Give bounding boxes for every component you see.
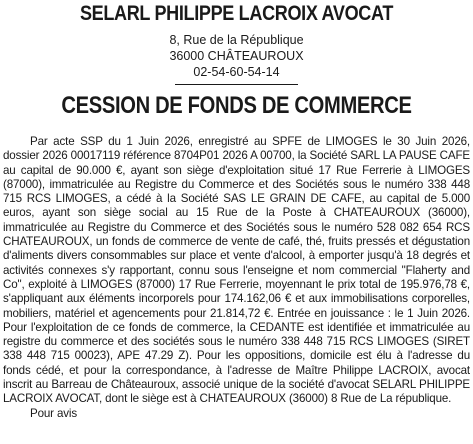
notice-body	[3, 135, 470, 421]
notice-paragraph: Par acte SSP du 1 Juin 2026, enregistré au SPFE de LIMOGES le 30 Juin 2026, dossier 2026 00017119 référence 8704P01 2026 A 00700, la Société SARL LA PAUSE CAFE au capital de 90.000 €, ayant son siège d'exploitation situé 17 Rue Ferrerie à LIMOGES (87000), immatriculée au Registre du Commerce et des Sociétés sous le numéro 338 448 715 RCS LIMOGES, a cédé à la Société SAS LE GRAIN DE CAFE, au capital de 5.000 euros, ayant son siège social au 15 Rue de la Poste à CHATEAUROUX (36000), immatriculée au Registre du Commerce et des Sociétés sous le numéro 528 082 654 RCS CHATEAUROUX, un fonds de commerce de vente de café, thé, fruits pressés et dégustation d'aliments divers consommables sur place et vente d'alcool, à emporter jusqu'à 18 degrés et activités connexes s'y rapportant, connu sous l'enseigne et nom commercial "Flaherty and Co", exploité à LIMOGES (87000) 17 Rue Ferrerie, moyennant le prix total de 195.976,78 €, s'appliquant aux éléments incorporels pour 174.162,06 € et aux immobilisations corporelles, mobiliers, matériel et agencements pour 21.814,72 €. Entrée en jouissance : le 1 Juin 2026. Pour l'exploitation de ce fonds de commerce, la CEDANTE est identifiée et immatriculée au registre du commerce et des sociétés sous le numéro 338 448 715 RCS LIMOGES (SIRET 338 448 715 00023), APE 47.29 Z). Pour les oppositions, domicile est élu à l'adresse du fonds cédé, et pour la correspondance, à l'adresse de Maître Philippe LACROIX, avocat inscrit au Barreau de Châteauroux, associé unique de la société d'avocat SELARL PHILIPPE LACROIX AVOCAT, dont le siège est à CHATEAUROUX (36000) 8 Rue de La république.	[3, 135, 470, 406]
firm-address	[0, 32, 473, 80]
header-divider	[175, 84, 298, 85]
notice-closing: Pour avis	[30, 406, 77, 420]
notice-title: CESSION DE FONDS DE COMMERCE	[61, 92, 412, 119]
phone-number: 02-54-60-54-14	[193, 65, 280, 79]
address-city: 36000 CHÂTEAUROUX	[169, 49, 304, 63]
firm-name: SELARL PHILIPPE LACROIX AVOCAT	[79, 2, 394, 25]
address-street: 8, Rue de la République	[169, 33, 304, 47]
